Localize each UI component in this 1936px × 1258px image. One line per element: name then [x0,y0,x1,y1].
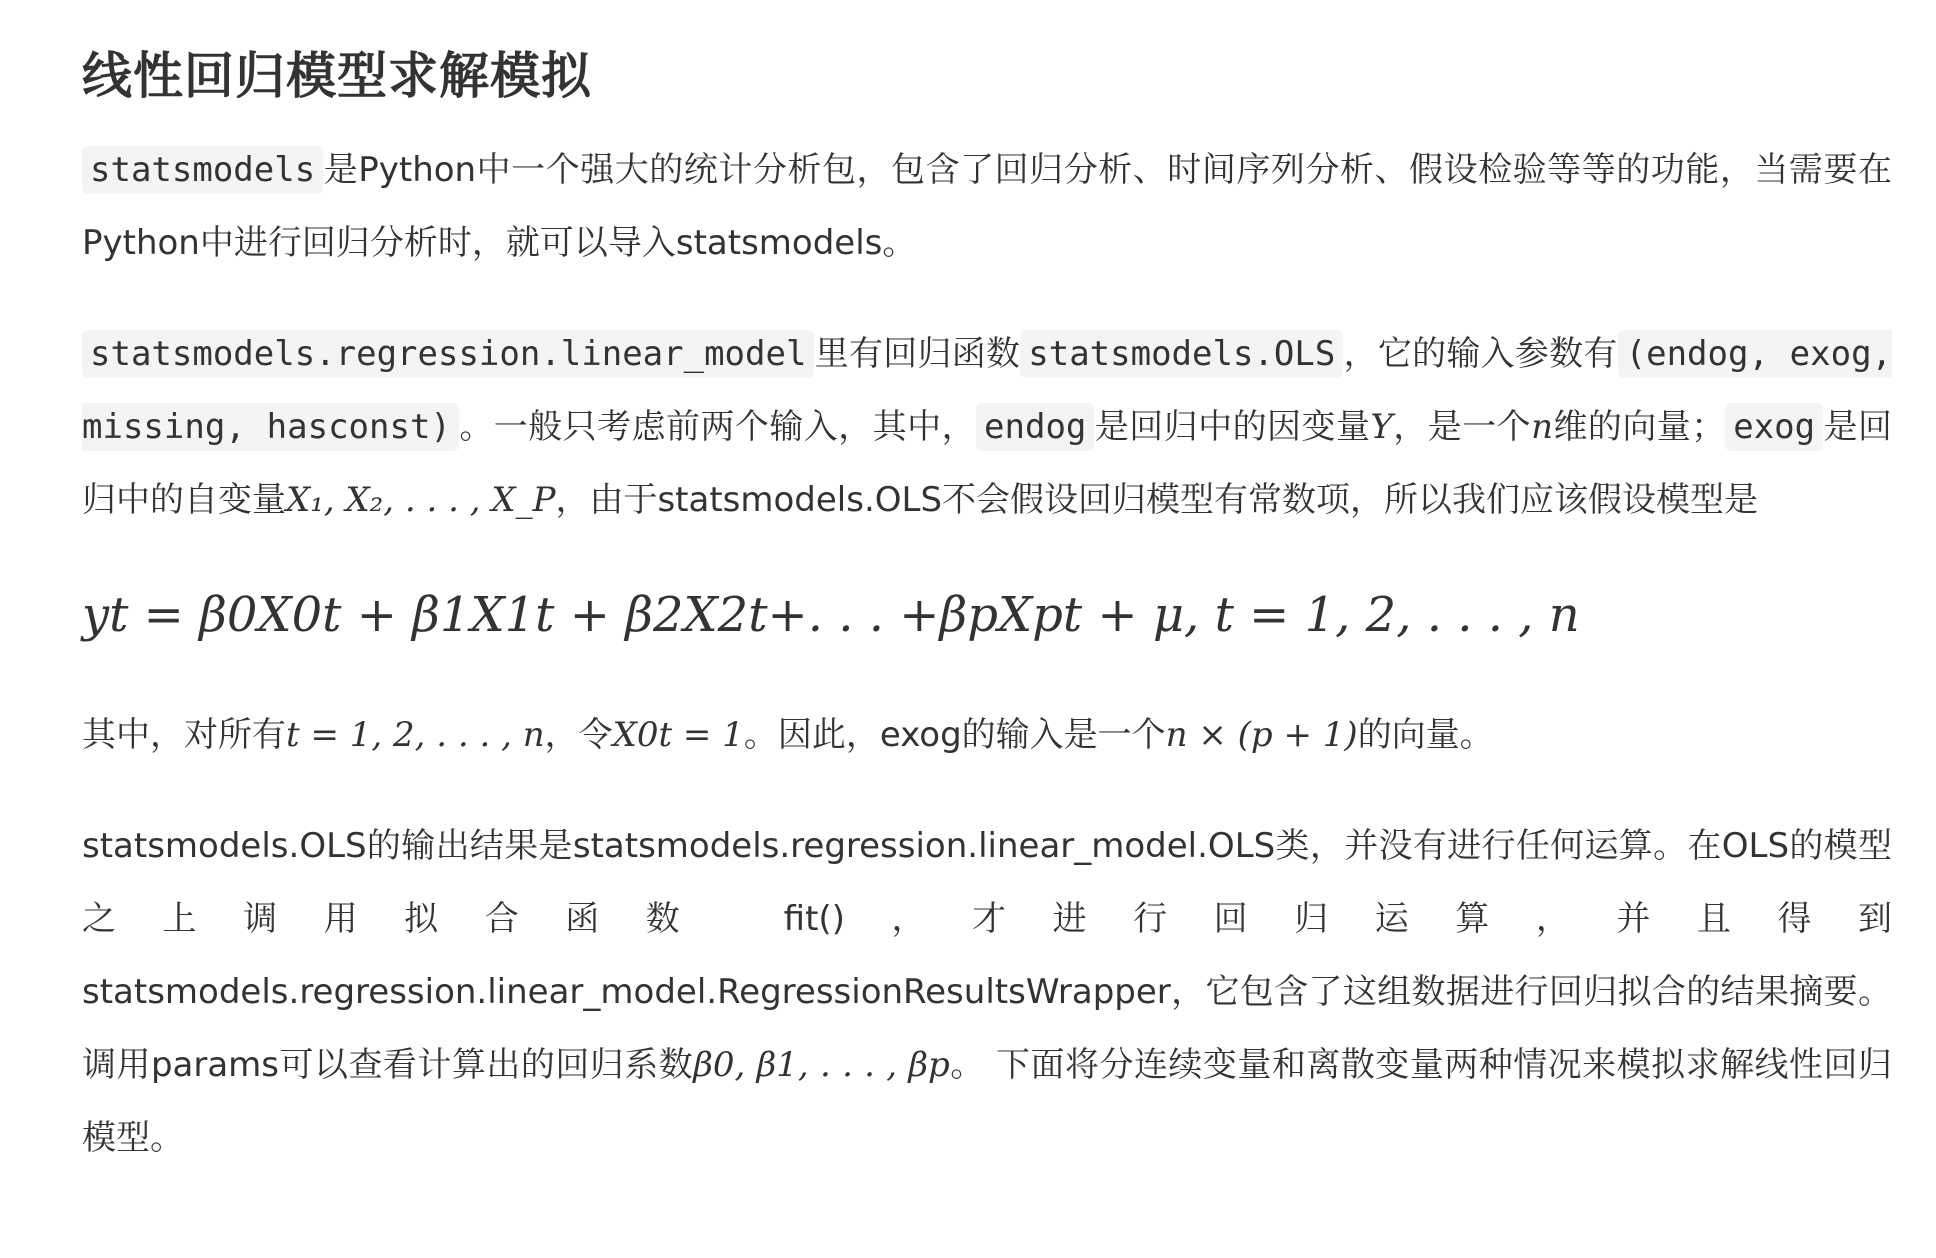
paragraph-text: 里有回归函数 [814,334,1021,374]
paragraph-text: 维的向量； [1553,407,1726,447]
math-dimension: n × (p + 1) [1165,715,1358,755]
math-t-range: t = 1, 2, . . . , n [286,715,545,755]
inline-code-exog: exog [1725,403,1823,451]
inline-code-statsmodels: statsmodels [82,146,323,194]
inline-code-linear-model: statsmodels.regression.linear_model [82,330,814,378]
paragraph-text: ，是一个 [1392,407,1532,447]
inline-code-endog: endog [976,403,1094,451]
inline-code-params: (endog, exog, missing, hasconst) [82,330,1892,451]
paragraph-text: 。 下面将分连续变量和离散变量两种情况来模拟求解线性回归模型。 [82,1045,1892,1158]
paragraph-text: 其中，对所有 [82,715,286,755]
math-beta-list: β0, β1, . . . , βp [693,1045,950,1085]
ols-output-paragraph [82,810,1892,1175]
paragraph-text: 。因此，exog的输入是一个 [743,715,1166,755]
math-x-list: X₁, X₂, . . . , X_P [286,480,556,520]
paragraph-text: ，令 [544,715,613,755]
paragraph-text: 的向量。 [1357,715,1494,755]
intro-text: 是Python中一个强大的统计分析包，包含了回归分析、时间序列分析、假设检验等等的功能，当需要在Python中进行回归分析时，就可以导入statsmodels。 [82,150,1892,263]
page-title: 线性回归模型求解模拟 [82,47,592,105]
paragraph-text: 是回归中的因变量 [1094,407,1371,447]
exog-shape-paragraph [82,699,1892,772]
paragraph-text: 是回归中的自变量 [82,407,1893,520]
intro-paragraph [82,134,1892,280]
math-n: n [1531,407,1553,447]
article-content [82,40,1892,1175]
paragraph-text: statsmodels.OLS的输出结果是statsmodels.regression.linear_model.OLS类，并没有进行任何运算。在OLS的模型之上调用拟合函数 fit()，才进行回归运算，并且得到statsmodels.regression.linear_model.RegressionResultsWrapper，它包含了这组数据进行回归拟合的结果摘要。调用params可以查看计算出的回归系数 [82,826,1892,1085]
math-x0t: X0t = 1 [612,715,744,755]
ols-input-paragraph [82,318,1892,537]
paragraph-text: ，它的输入参数有 [1343,334,1618,374]
regression-equation: yt = β0X0t + β1X1t + β2X2t+. . . +βpXpt + μ, t = 1, 2, . . . , n [82,587,1580,643]
inline-code-ols: statsmodels.OLS [1020,330,1343,378]
paragraph-text: 。一般只考虑前两个输入，其中， [458,407,977,447]
paragraph-text: ，由于statsmodels.OLS不会假设回归模型有常数项，所以我们应该假设模型是 [555,480,1759,520]
math-y: Y [1370,407,1393,447]
